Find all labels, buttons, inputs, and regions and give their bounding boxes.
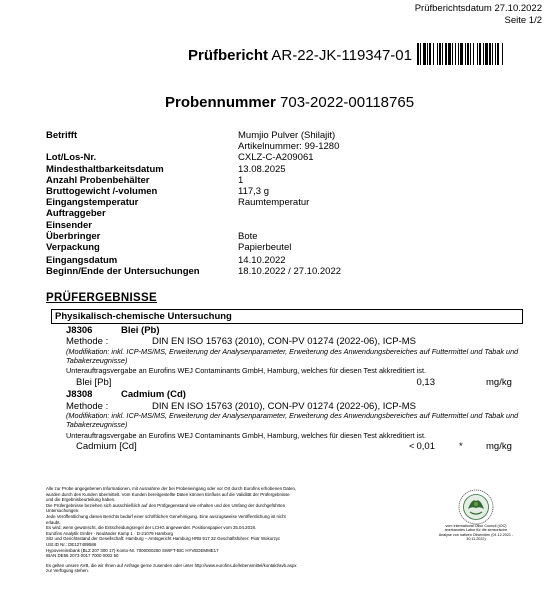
verpackung-label: Verpackung [46,242,100,253]
betrifft-value: Mumjio Pulver (Shilajit) [238,130,336,141]
report-label: Prüfbericht [188,47,269,64]
gewicht-value: 117,3 g [238,186,269,197]
footer-line: Es gelten unsere AVB, die wir Ihnen auf Anfrage gerne zusenden oder unter http://www.eurofins.de/lebensmittel/kontakt/avb.aspx zur Verfügung stehen. [46,562,297,574]
report-number: AR-22-JK-119347-01 [271,47,412,64]
verpackung-value: Papierbeutel [238,242,292,253]
footer-line: Hypovereinsbank (BLZ 207 300 17) Konto-Nr. 7000000250 SWIFT-BIC HYVEDEMME17 [46,547,219,553]
method-label: Methode : [66,336,109,347]
method-value: DIN EN ISO 15763 (2010), CON-PV 01274 (2022-06), ICP-MS [152,401,417,412]
result-prefix: < [409,441,415,452]
results-section-title: PRÜFERGEBNISSE [46,292,157,304]
footer-text [46,486,298,574]
result-parameter: Blei (Pb) [121,325,160,336]
page-indicator: Seite 1/2 [504,15,542,26]
seal-caption: vom International Olive Council (IOC) anerkanntes Labor für die sensorische Analyse von nativen Olivenölen (01.12.2021 - 30.11.2022) [438,524,514,542]
eingangsdatum-label: Eingangsdatum [46,255,118,266]
result-code: J8308 [66,389,93,400]
result-unit: mg/kg [486,377,512,388]
method-modification: (Modifikation: inkl. ICP-MS/MS, Erweiterung der Analysenparameter, Erweiterung des Anwendungsbereiches auf Futtermittel und Tabak und Tabakerzeugnisse) [66,347,519,365]
ueberbringer-value: Bote [238,231,258,242]
anzahl-value: 1 [238,175,244,186]
subsection-header [51,309,523,324]
mhd-value: 13.08.2025 [238,164,286,175]
method-value: DIN EN ISO 15763 (2010), CON-PV 01274 (2022-06), ICP-MS [152,336,417,347]
untersuchung-label: Beginn/Ende der Untersuchungen [46,266,200,277]
sample-number-title [165,94,414,111]
result-code: J8306 [66,325,93,336]
footer-line: Es wird, wenn gewünscht, die Entscheidungsregel der LCHG angewendet. Positionspapier vom 25.04.2018. [46,525,257,531]
result-name: Blei [Pb] [76,377,112,388]
subsection-title: Physikalisch-chemische Untersuchung [55,311,232,322]
report-date: Prüfberichtsdatum 27.10.2022 [414,3,542,14]
temperatur-value: Raumtemperatur [238,197,310,208]
sample-number: 703-2022-00118765 [280,94,415,111]
lot-label: Lot/Los-Nr. [46,152,97,163]
ueberbringer-label: Überbringer [46,231,101,242]
footer-line: USt.ID Nr.: DE127489586 [46,541,97,547]
result-name: Cadmium [Cd] [76,441,137,452]
subcontract-note: Unterauftragsvergabe an Eurofins WEJ Contaminants GmbH, Hamburg, welches für diesen Test akkreditiert ist. [66,366,427,375]
footer-line: Sitz und Gerichtsstand der Gesellschaft: Hamburg – Amtsgericht Hamburg HRB 917 32 Geschäftsführer: Piotr Wokorzyc [46,536,281,542]
result-parameter: Cadmium (Cd) [121,389,186,400]
einsender-label: Einsender [46,220,92,231]
gewicht-label: Bruttogewicht /-volumen [46,186,158,197]
lot-value: CXLZ-C-A209061 [238,152,314,163]
result-value: 0,13 [416,377,435,388]
artikelnummer-value: Artikelnummer: 99-1280 [238,141,340,152]
subcontract-note: Unterauftragsvergabe an Eurofins WEJ Contaminants GmbH, Hamburg, welches für diesen Test akkreditiert ist. [66,431,427,440]
betrifft-label: Betrifft [46,130,78,141]
footer-line: Alle zur Probe angegebenen Informationen, mit Ausnahme der bei Probeneingang oder vor Ort durch Eurofins erhobenen Daten, wurden durch den Kunden übermittelt. Vom Kunden bereitgestellte Daten können Einfluss auf die Validität der Prüfergebnisse und die Ergebnisbeurteilung haben. [46,486,297,503]
footer-line: Die Prüfergebnisse beziehen sich ausschließlich auf den Prüfgegenstand wie erhalten und den Umfang der durchgeführten Untersuchungen. [46,502,286,514]
result-star: * [459,441,463,452]
mhd-label: Mindesthaltbarkeitsdatum [46,164,164,175]
footer-line: Eurofins Analytik GmbH · Neuländer Kamp 1 · D-21079 Hamburg [46,530,173,536]
anzahl-label: Anzahl Probenbehälter [46,175,150,186]
sample-label: Probennummer [165,94,276,111]
result-unit: mg/kg [486,441,512,452]
method-label: Methode : [66,401,109,412]
result-value: 0,01 [416,441,435,452]
untersuchung-value: 18.10.2022 / 27.10.2022 [238,266,342,277]
barcode-icon [417,43,529,65]
auftraggeber-label: Auftraggeber [46,208,106,219]
eingangsdatum-value: 14.10.2022 [238,255,286,266]
report-title [188,47,412,64]
ioc-seal-icon [458,489,494,525]
temperatur-label: Eingangstemperatur [46,197,139,208]
method-modification: (Modifikation: inkl. ICP-MS/MS, Erweiterung der Analysenparameter, Erweiterung des Anwendungsbereiches auf Futtermittel und Tabak und Tabakerzeugnisse) [66,411,519,429]
footer-line: IBAN DE56 2073 0017 7000 0002 50 [46,553,119,559]
footer-line: Jede Veröffentlichung dieses Berichts bedarf einer schriftlichen Genehmigung. Eine auszugsweise Veröffentlichung ist nicht erlaubt. [46,513,286,525]
